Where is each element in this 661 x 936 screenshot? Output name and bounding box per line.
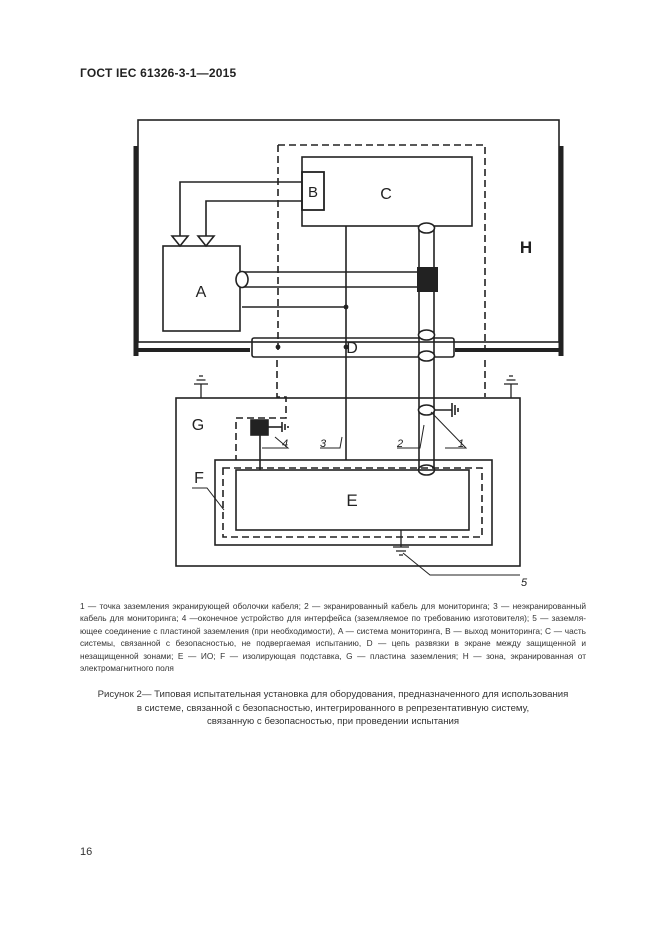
label-f: F <box>194 470 204 487</box>
arrow-heads <box>172 236 214 246</box>
label-d: D <box>346 340 358 357</box>
caption-line-1: Рисунок 2— Типовая испытательная установка для оборудования, предназначенного для использования <box>97 689 569 700</box>
figure-legend <box>80 600 586 674</box>
label-5: 5 <box>520 577 528 589</box>
legend-line-3: ющее соединение с пластиной заземления (при необходимости), A — система мониторинга, B — выход мониторинга; C — <box>80 625 563 636</box>
label-a: A <box>195 284 207 301</box>
label-1: 1 <box>457 438 465 450</box>
legend-line-2: кабель для мониторинга; 4 —оконечное устройство для интерфейса (заземляемое по требованию изготовителя); 5 — заземля- <box>80 613 586 624</box>
shield-coupler <box>417 267 438 292</box>
legend-line-6: электромагнитного поля <box>80 663 174 674</box>
page-number: 16 <box>80 846 93 858</box>
caption-line-3: связанную с безопасностью, при проведении испытания <box>206 716 460 727</box>
terminal-device <box>251 420 268 435</box>
figure-caption <box>80 688 586 729</box>
shielded-zone-h <box>138 120 559 342</box>
caption-line-2: в системе, связанной с безопасностью, интегрированного в репрезентативную систему, <box>136 702 530 714</box>
label-2: 2 <box>396 438 404 450</box>
label-h: H <box>519 238 533 257</box>
protected-boundary-top <box>278 145 485 350</box>
monitoring-output-lines <box>180 182 302 237</box>
label-e: E <box>346 491 358 510</box>
legend-line-5: незащищенной зонами; E — ИО; F — изолирующая подставка, G — пластина заземления; H — зона, экранированная от <box>80 650 586 661</box>
label-b: B <box>307 184 319 201</box>
label-3: 3 <box>319 438 327 450</box>
legend-line-4: часть системы, связанной с безопасностью, не подвергаемая испытанию, D — цепь развязки в экране между защищенной и <box>80 625 586 649</box>
label-c: C <box>380 186 392 203</box>
legend-line-1: 1 — точка заземления экранирующей оболочки кабеля; 2 — экранированный кабель для мониторинга; 3 — неэкранированный <box>80 601 586 611</box>
document-header: ГОСТ IEC 61326-3-1—2015 <box>80 66 237 80</box>
label-4: 4 <box>281 438 289 450</box>
label-g: G <box>191 417 205 434</box>
